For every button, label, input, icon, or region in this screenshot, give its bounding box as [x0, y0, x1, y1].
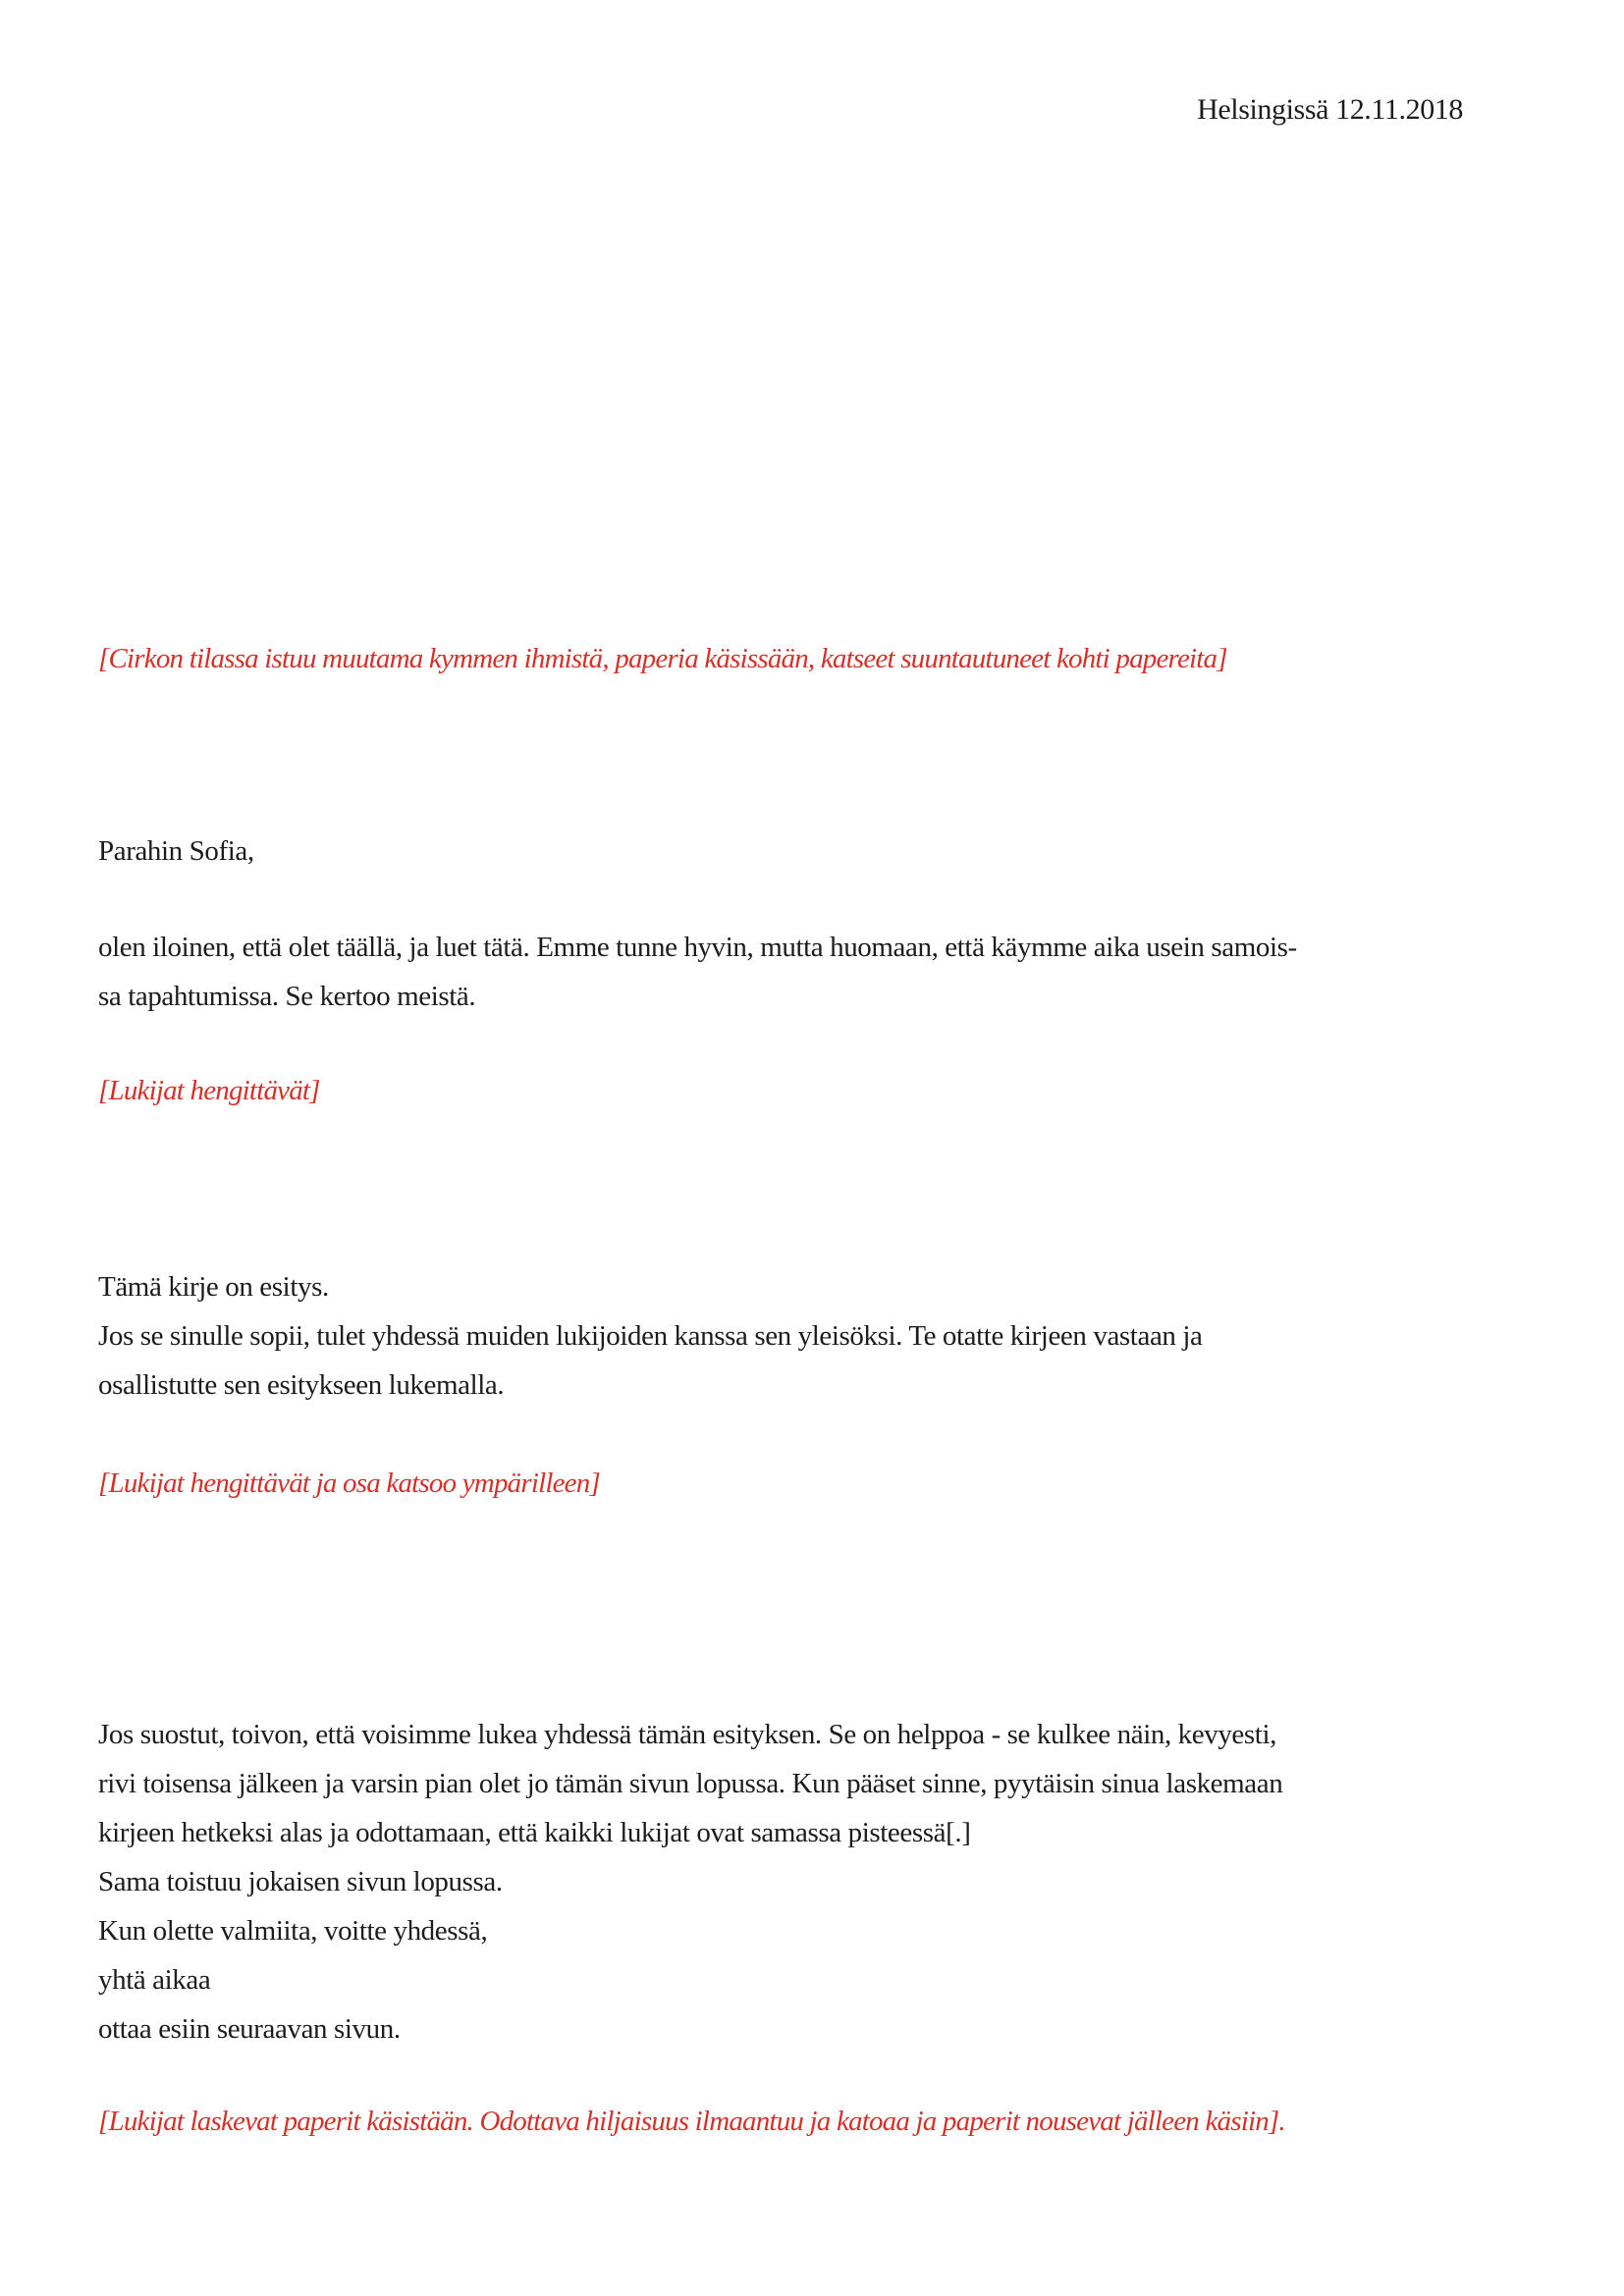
paragraph-1: [98, 923, 1516, 1021]
dateline: Helsingissä 12.11.2018: [1197, 93, 1463, 126]
paragraph-line: Jos se sinulle sopii, tulet yhdessä muiden lukijoiden kanssa sen yleisöksi. Te otatte kirjeen vastaan ja: [98, 1320, 1203, 1352]
paragraph-line: kirjeen hetkeksi alas ja odottamaan, että kaikki lukijat ovat samassa pisteessä[.]: [98, 1817, 971, 1848]
paragraph-line: Sama toistuu jokaisen sivun lopussa.: [98, 1866, 503, 1897]
paragraph-line: olen iloinen, että olet täällä, ja luet tätä. Emme tunne hyvin, mutta huomaan, että käymme aika usein samois-: [98, 932, 1297, 963]
paragraph-line: rivi toisensa jälkeen ja varsin pian olet jo tämän sivun lopussa. Kun pääset sinne, pyytäisin sinua laskemaan: [98, 1768, 1283, 1799]
paragraph-line: sa tapahtumissa. Se kertoo meistä.: [98, 981, 476, 1012]
salutation: Parahin Sofia,: [98, 835, 254, 867]
stage-direction-opening: [Cirkon tilassa istuu muutama kymmen ihmistä, paperia käsissään, katseet suuntautuneet kohti papereita]: [98, 643, 1227, 674]
stage-direction-closing: [Lukijat laskevat paperit käsistään. Odottava hiljaisuus ilmaantuu ja katoaa ja paperit nousevat jälleen käsiin].: [98, 2106, 1285, 2137]
paragraph-line: ottaa esiin seuraavan sivun.: [98, 2013, 401, 2045]
paragraph-line: osallistutte sen esitykseen lukemalla.: [98, 1369, 505, 1401]
paragraph-3: [98, 1710, 1516, 2054]
paragraph-line: Kun olette valmiita, voitte yhdessä,: [98, 1915, 488, 1947]
stage-direction-breath-and-look: [Lukijat hengittävät ja osa katsoo ympärilleen]: [98, 1468, 600, 1499]
paragraph-line: Tämä kirje on esitys.: [98, 1271, 329, 1303]
stage-direction-breath: [Lukijat hengittävät]: [98, 1075, 320, 1106]
paragraph-2: [98, 1262, 1516, 1410]
paragraph-line: Jos suostut, toivon, että voisimme lukea yhdessä tämän esityksen. Se on helppoa - se kulkee näin, kevyesti,: [98, 1719, 1276, 1750]
paragraph-line: yhtä aikaa: [98, 1964, 211, 1996]
